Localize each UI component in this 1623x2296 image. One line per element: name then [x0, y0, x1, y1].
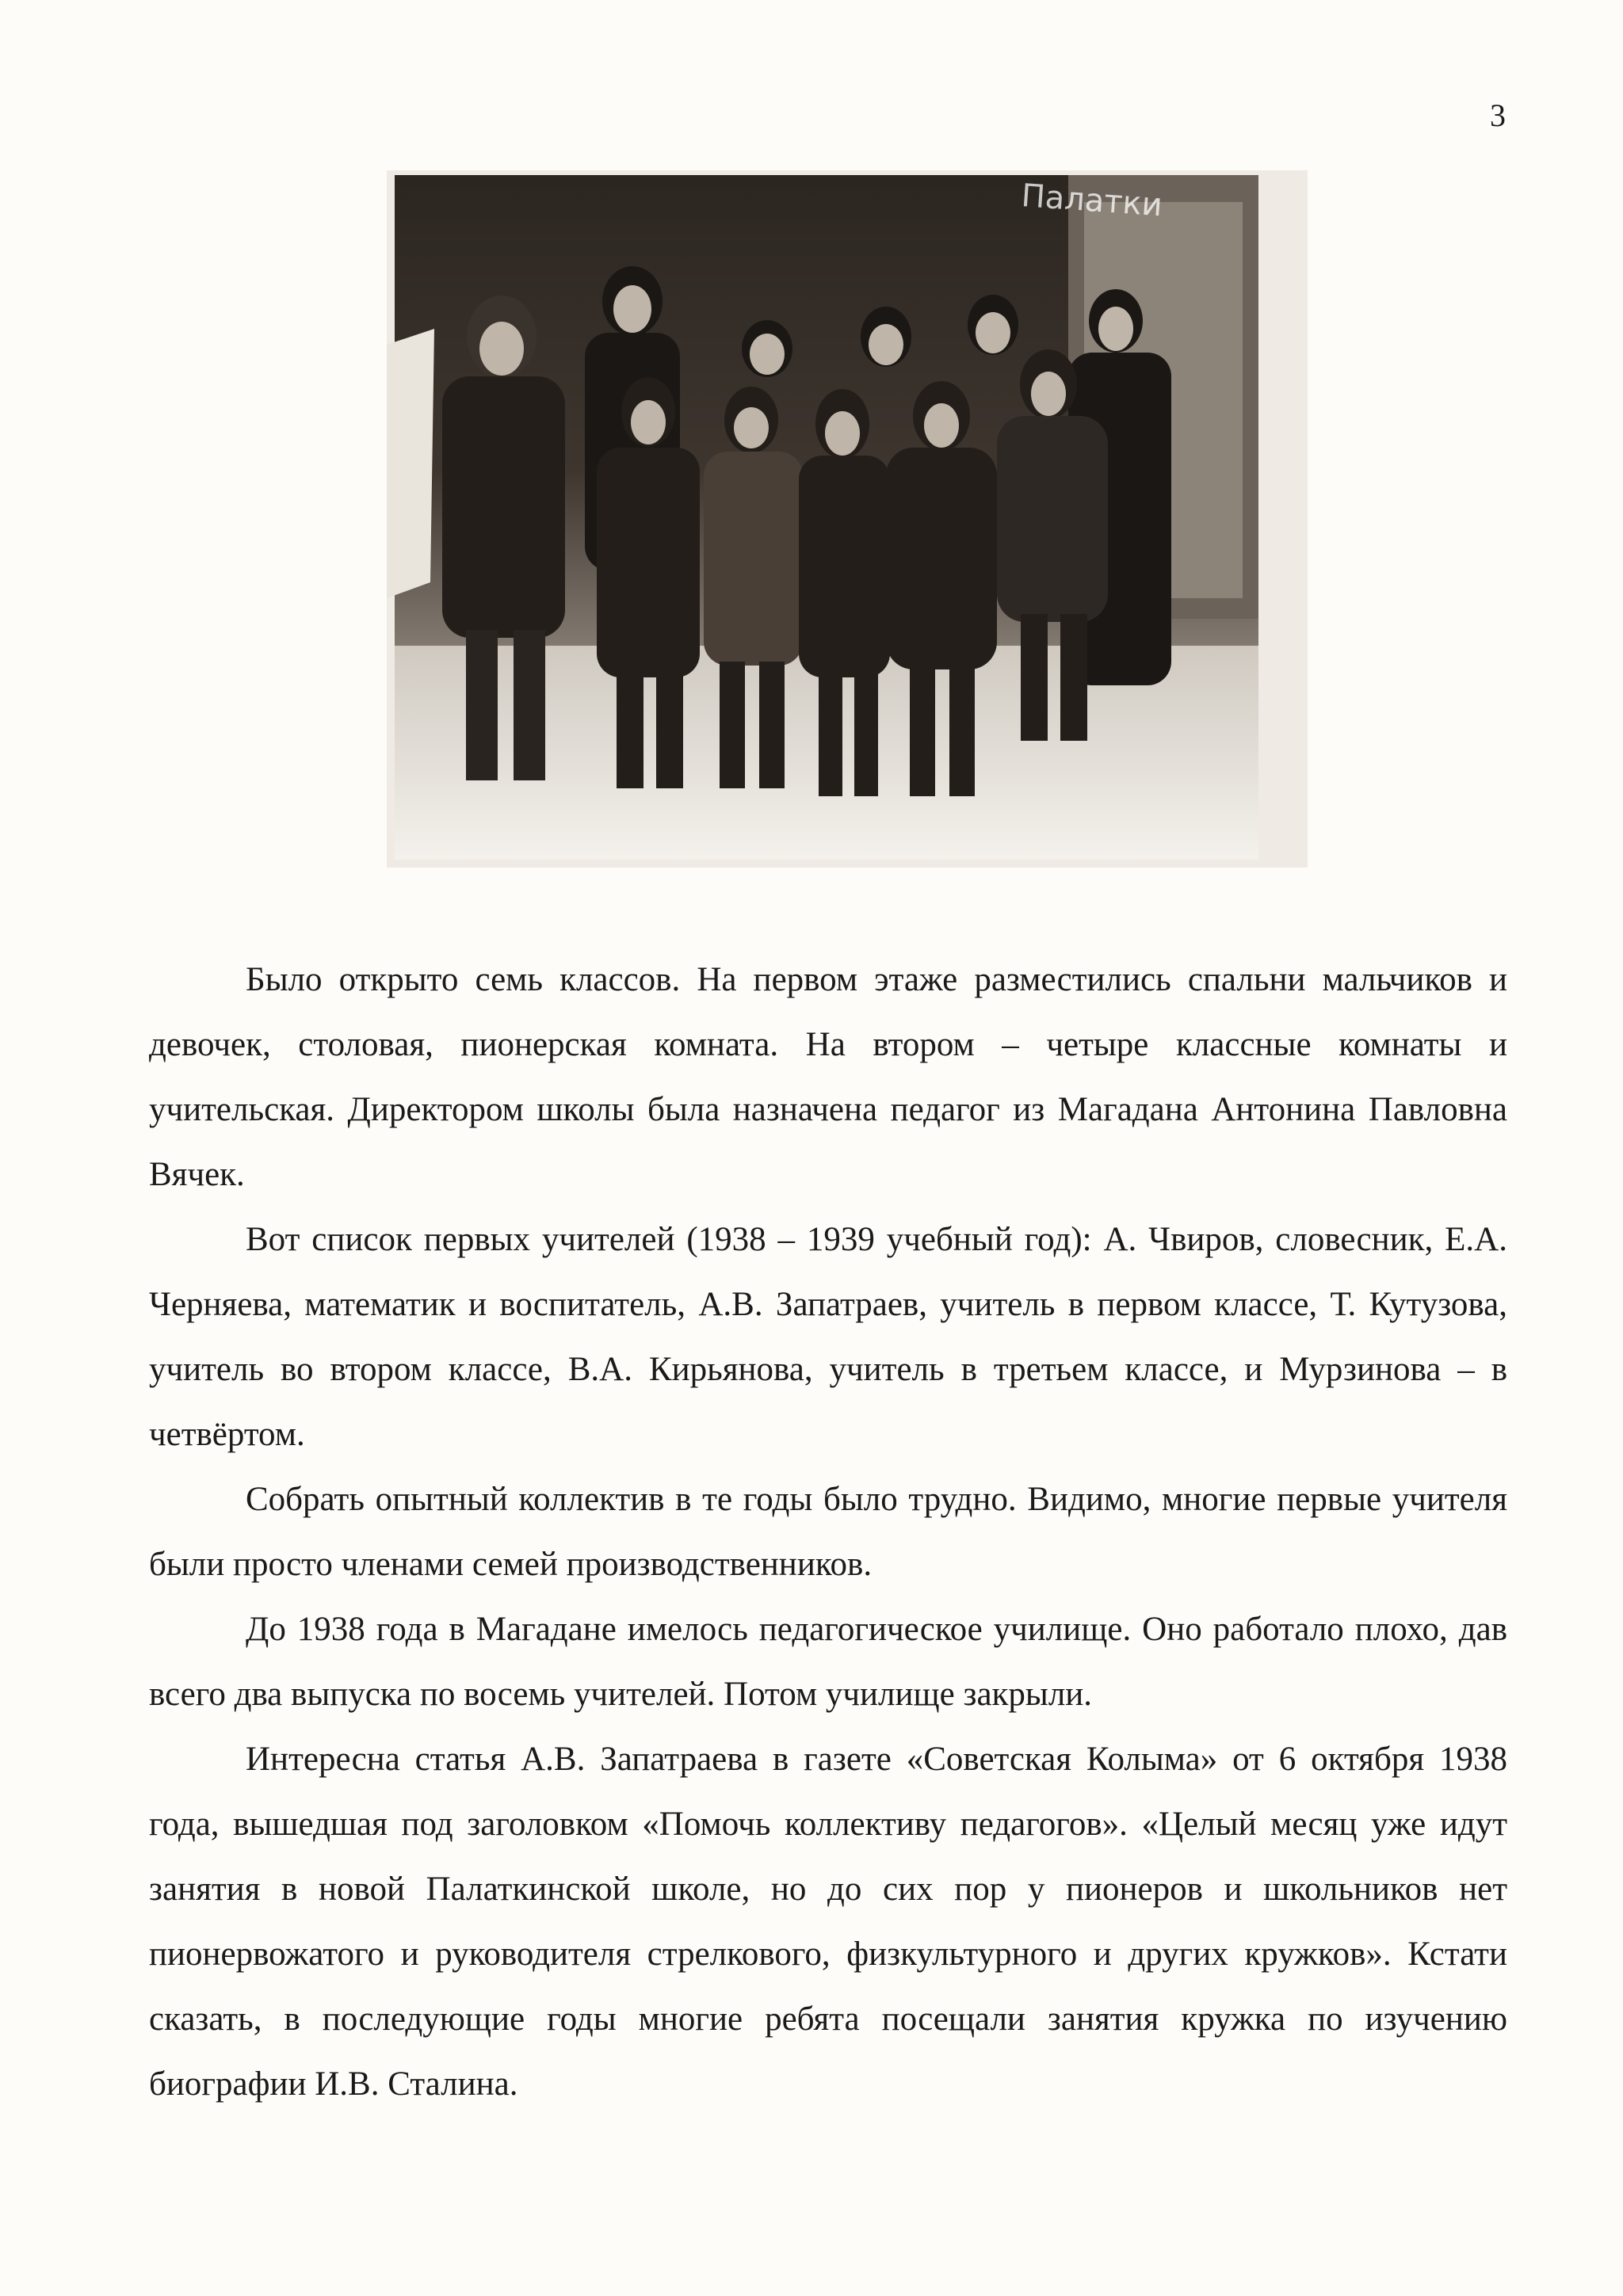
- photo-caption: Палатки: [1020, 177, 1164, 224]
- paragraph-4: До 1938 года в Магадане имелось педагогическое училище. Оно работало плохо, дав всего два выпуска по восемь учителей. Потом училище закрыли.: [149, 1611, 1507, 1713]
- paragraph-5: Интересна статья А.В. Запатраева в газете «Советская Колыма» от 6 октября 1938 года, вышедшая под заголовком «Помочь коллективу педагогов». «Целый месяц уже идут занятия в новой Палаткинской школе, но до сих пор у пионеров и школьников нет пионервожатого и руководителя стрелкового, физкультурного и других кружков». Кстати сказать, в последующие годы многие ребята посещали занятия кружка по изучению биографии И.В. Сталина.: [149, 1741, 1507, 2103]
- paragraph-3: Собрать опытный коллектив в те годы было трудно. Видимо, многие первые учителя были просто членами семей производственников.: [149, 1481, 1507, 1583]
- paragraph-2: Вот список первых учителей (1938 – 1939 учебный год): А. Чвиров, словесник, Е.А. Черняева, математик и воспитатель, А.В. Запатраев, учитель в первом классе, Т. Кутузова, учитель во втором классе, В.А. Кирьянова, учитель в третьем классе, и Мурзинова – в четвёртом.: [149, 1221, 1507, 1453]
- school-class-group-photo-icon: [387, 170, 1308, 868]
- body-text: [149, 948, 1507, 2117]
- group-photo: [387, 170, 1308, 868]
- page-number: 3: [1490, 97, 1506, 133]
- paragraph-1: Было открыто семь классов. На первом этаже разместились спальни мальчиков и девочек, столовая, пионерская комната. На втором – четыре классные комнаты и учительская. Директором школы была назначена педагог из Магадана Антонина Павловна Вячек.: [149, 961, 1507, 1193]
